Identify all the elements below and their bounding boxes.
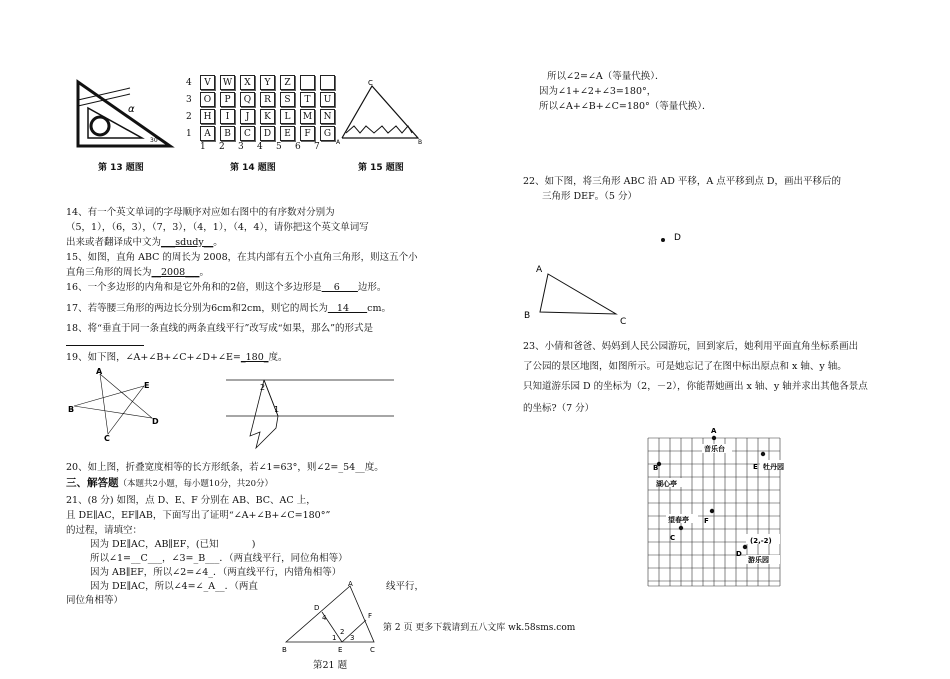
q14-text: 出来或者翻译成中文为 bbox=[66, 237, 162, 248]
letter-cell: X bbox=[240, 75, 255, 90]
label-b: B bbox=[68, 405, 75, 414]
q16-end: 边形。 bbox=[357, 282, 387, 293]
section-3-note: （本题共2小题，每小题10分，共20分） bbox=[118, 479, 274, 489]
figure-13-drawing bbox=[70, 78, 180, 150]
q19-text: 19、如下图，∠A+∠B+∠C+∠D+∠E= bbox=[66, 352, 241, 363]
point-d-icon bbox=[743, 545, 747, 549]
page-footer: 第 2 页 更多下载请到五八文库 wk.58sms.com bbox=[383, 623, 576, 633]
label-2: 2 bbox=[260, 383, 266, 392]
label-c: C bbox=[370, 646, 375, 654]
figure-13 bbox=[70, 78, 180, 178]
label-peony-garden: 牡丹园 bbox=[763, 463, 784, 471]
label-e: E bbox=[338, 646, 343, 654]
q15-text: 直角三角形的周长为 bbox=[66, 267, 152, 278]
grid-column-numbers bbox=[186, 142, 340, 152]
q17-end: cm。 bbox=[367, 303, 391, 314]
point-d-icon bbox=[661, 238, 665, 242]
q14-answer: ___sdudy__ bbox=[161, 237, 214, 248]
letter-cell: W bbox=[220, 75, 235, 90]
label-1: 1 bbox=[332, 634, 337, 642]
letter-cell: D bbox=[260, 126, 275, 141]
point-a-icon bbox=[712, 436, 716, 440]
letter-cell bbox=[300, 75, 315, 90]
letter-cell: Y bbox=[260, 75, 275, 90]
label-c: C bbox=[620, 317, 627, 327]
label-d: D bbox=[152, 417, 159, 426]
label-a: A bbox=[536, 265, 543, 275]
grid-row-2 bbox=[186, 108, 340, 125]
col-number: 3 bbox=[238, 142, 244, 152]
q21-line2: 且 DE∥AC，EF∥AB，下面写出了证明“∠A+∠B+∠C=180°” bbox=[66, 510, 331, 521]
col-number: 2 bbox=[219, 142, 225, 152]
letter-cell: S bbox=[280, 92, 295, 107]
letter-cell: K bbox=[260, 109, 275, 124]
letter-cell: U bbox=[320, 92, 335, 107]
label-spring-pavilion: 望春亭 bbox=[668, 516, 689, 524]
q16 bbox=[66, 281, 386, 294]
grid-row-4 bbox=[186, 74, 340, 91]
figure-15-caption: 第 15 题图 bbox=[358, 163, 404, 173]
label-1: 1 bbox=[274, 405, 280, 414]
row-number: 2 bbox=[186, 111, 192, 122]
q23-line3: 只知道游乐园 D 的坐标为（2，－2），你能帮她画出 x 轴、y 轴并求出其他各景点 bbox=[523, 381, 868, 392]
letter-cell: A bbox=[200, 126, 215, 141]
label-f: F bbox=[368, 612, 373, 620]
q21-line7-end: 线平行， bbox=[386, 581, 425, 592]
letter-cell: H bbox=[200, 109, 215, 124]
q19 bbox=[66, 351, 288, 364]
q21-line5: 所以∠1=__C___，∠3=_B___．（两直线平行，同位角相等） bbox=[90, 553, 348, 564]
letter-cell: R bbox=[260, 92, 275, 107]
label-c: C bbox=[670, 534, 676, 542]
figure-20-folded-strip bbox=[224, 376, 396, 452]
figure-22-triangle bbox=[520, 226, 700, 328]
q14-line2: （5，1），（6，3），（7，3），（4，1），（4，4），请你把这个英文单词写 bbox=[66, 222, 369, 233]
letter-cell: M bbox=[300, 109, 315, 124]
label-amusement-park: 游乐园 bbox=[748, 556, 769, 564]
label-e: E bbox=[753, 463, 758, 471]
letter-cell: F bbox=[300, 126, 315, 141]
figure-21-caption: 第21 题 bbox=[313, 660, 348, 671]
label-e: E bbox=[144, 381, 150, 390]
label-2: 2 bbox=[340, 628, 345, 636]
q20: 20、如上图，折叠宽度相等的长方形纸条，若∠1=63°，则∠2=_54__度。 bbox=[66, 462, 384, 473]
label-f: F bbox=[704, 517, 709, 525]
proof-line-1: 所以∠2=∠A（等量代换）． bbox=[547, 71, 665, 82]
col-number: 6 bbox=[295, 142, 301, 152]
point-f-icon bbox=[710, 509, 714, 513]
q17-answer: 14 bbox=[327, 303, 368, 314]
row-number: 3 bbox=[186, 94, 192, 105]
figure-23-park-map bbox=[640, 424, 790, 590]
proof-line-2: 因为∠1+∠2+∠3=180°， bbox=[539, 86, 657, 97]
letter-cell: L bbox=[280, 109, 295, 124]
q15-line2 bbox=[66, 266, 209, 279]
proof-line-3: 所以∠A+∠B+∠C=180°（等量代换）． bbox=[539, 101, 712, 112]
letter-cell: C bbox=[240, 126, 255, 141]
label-d: D bbox=[736, 550, 742, 558]
letter-cell: J bbox=[240, 109, 255, 124]
q16-text: 16、一个多边形的内角和是它外角和的2倍，则这个多边形是 bbox=[66, 282, 322, 293]
q17-text: 17、若等腰三角形的两边长分别为6cm和2cm，则它的周长为 bbox=[66, 303, 328, 314]
figure-13-angle: α bbox=[128, 104, 135, 115]
col-number: 7 bbox=[314, 142, 320, 152]
figure-14-caption: 第 14 题图 bbox=[230, 163, 276, 173]
row-number: 4 bbox=[186, 77, 192, 88]
q15-end: 。 bbox=[199, 267, 209, 278]
q21-line3: 的过程，请填空： bbox=[66, 525, 143, 536]
q15-line1: 15、如图，直角 ABC 的周长为 2008，在其内部有五个小直角三角形，则这五个小 bbox=[66, 252, 418, 263]
q21-line4: 因为 DE∥AC，AB∥EF，(已知 ) bbox=[90, 539, 256, 550]
label-a: A bbox=[348, 580, 353, 588]
q19-answer: _180_ bbox=[240, 352, 269, 363]
q21-line7: 因为 DE∥AC，所以∠4=∠_A__．（两直 bbox=[90, 581, 258, 592]
letter-cell: V bbox=[200, 75, 215, 90]
label-a: A bbox=[96, 367, 103, 376]
letter-cell: I bbox=[220, 109, 235, 124]
figure-15 bbox=[336, 78, 426, 178]
section-3-heading bbox=[66, 477, 273, 491]
figure-13-caption: 第 13 题图 bbox=[98, 163, 144, 173]
letter-cell: Q bbox=[240, 92, 255, 107]
q23-line1: 23、小倩和爸爸、妈妈到人民公园游玩，回到家后，她利用平面直角坐标系画出 bbox=[523, 341, 859, 352]
label-b: B bbox=[524, 311, 531, 321]
label-4: 4 bbox=[322, 614, 327, 622]
label-a: A bbox=[336, 139, 341, 146]
label-coordinate: (2,-2) bbox=[750, 537, 772, 545]
figure-14-letter-grid bbox=[186, 74, 340, 173]
q15-answer: __2008___ bbox=[151, 267, 200, 278]
svg-text:30°: 30° bbox=[150, 137, 161, 144]
letter-cell: N bbox=[320, 109, 335, 124]
figure-15-drawing bbox=[336, 78, 426, 148]
letter-cell: T bbox=[300, 92, 315, 107]
letter-cell: Z bbox=[280, 75, 295, 90]
label-3: 3 bbox=[350, 634, 355, 642]
col-number: 5 bbox=[276, 142, 282, 152]
q18-answer-blank bbox=[66, 345, 144, 346]
q18-line1: 18、将“垂直于同一条直线的两条直线平行”改写成“如果，那么”的形式是 bbox=[66, 323, 374, 334]
q14-line3 bbox=[66, 236, 223, 249]
figure-21-triangle bbox=[278, 580, 390, 654]
col-number: 4 bbox=[257, 142, 263, 152]
row-number: 1 bbox=[186, 128, 192, 139]
point-c-icon bbox=[679, 526, 683, 530]
q22-line2: 三角形 DEF。（5 分） bbox=[542, 191, 637, 202]
q19-end: 度。 bbox=[268, 352, 288, 363]
col-number: 1 bbox=[200, 142, 206, 152]
q16-answer: 6 bbox=[321, 282, 358, 293]
label-c: C bbox=[368, 79, 373, 87]
label-b: B bbox=[653, 464, 659, 472]
label-b: B bbox=[418, 139, 423, 146]
label-music-stage: 音乐台 bbox=[704, 445, 725, 453]
letter-cell: B bbox=[220, 126, 235, 141]
label-c: C bbox=[104, 434, 110, 442]
q14-end: 。 bbox=[213, 237, 223, 248]
q17 bbox=[66, 302, 391, 315]
q22-line1: 22、如下图，将三角形 ABC 沿 AD 平移，A 点平移到点 D，画出平移后的 bbox=[523, 176, 841, 187]
letter-cell: G bbox=[320, 126, 335, 141]
label-d: D bbox=[314, 604, 320, 612]
q23-line2: 了公园的景区地图，如图所示。可是她忘记了在图中标出原点和 x 轴、y 轴。 bbox=[523, 361, 847, 372]
section-3-title: 三、解答题 bbox=[66, 477, 119, 489]
label-lake-pavilion: 湖心亭 bbox=[656, 480, 677, 488]
grid-row-3 bbox=[186, 91, 340, 108]
q21-line8: 同位角相等） bbox=[66, 595, 124, 606]
label-b: B bbox=[282, 646, 287, 654]
q21-line6: 因为 AB∥EF，所以∠2=∠4_．（两直线平行，内错角相等） bbox=[90, 567, 342, 578]
letter-cell: P bbox=[220, 92, 235, 107]
letter-cell: O bbox=[200, 92, 215, 107]
point-e-icon bbox=[761, 452, 765, 456]
q14-line1: 14、有一个英文单词的字母顺序对应如右图中的有序数对分别为 bbox=[66, 207, 335, 218]
q21-line1: 21、(8 分) 如图，点 D、E、F 分别在 AB、BC、AC 上， bbox=[66, 495, 316, 506]
grid-row-1 bbox=[186, 125, 340, 142]
letter-cell: E bbox=[280, 126, 295, 141]
letter-cell bbox=[320, 75, 335, 90]
label-d: D bbox=[674, 233, 681, 243]
label-a: A bbox=[711, 427, 717, 435]
q23-line4: 的坐标?（7 分） bbox=[523, 403, 595, 414]
figure-19-star bbox=[64, 366, 170, 442]
